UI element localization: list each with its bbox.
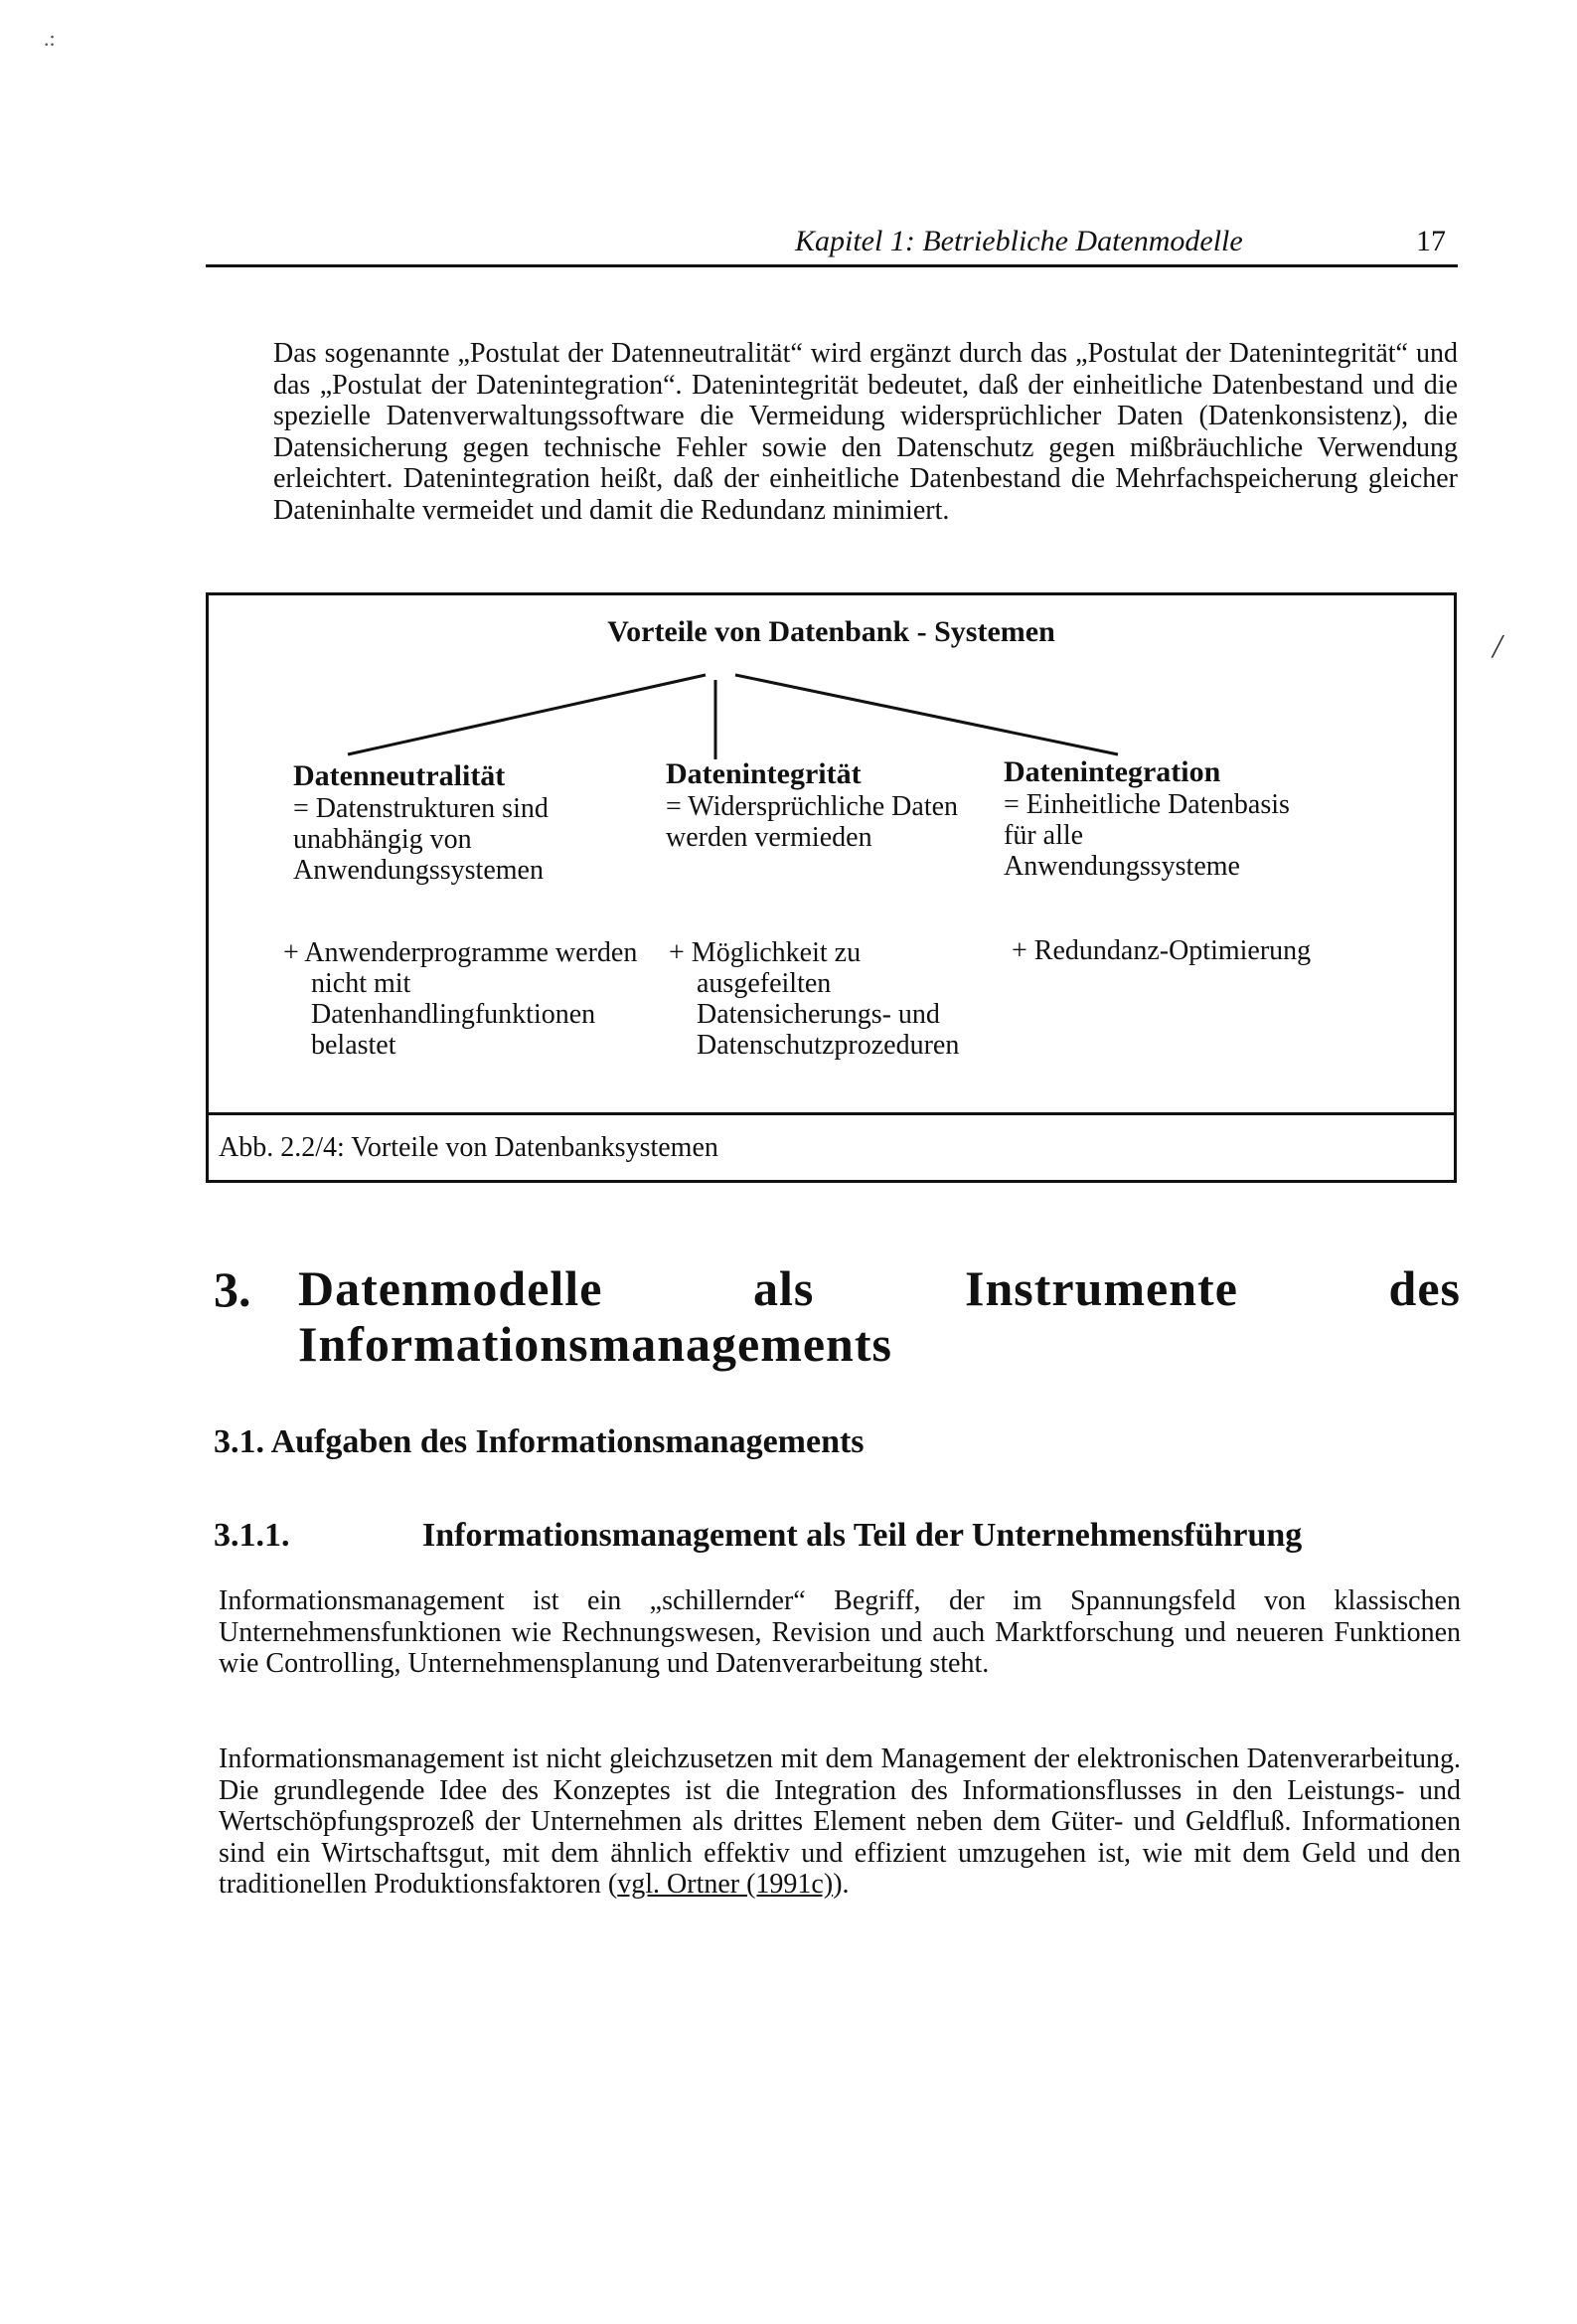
- header-rule: [206, 264, 1458, 267]
- page-number: 17: [1416, 225, 1446, 257]
- column-definition: = Datenstrukturen sind unabhängig von Anwendungssystemen: [293, 793, 549, 886]
- paragraph-im-concept: [219, 1743, 1461, 1901]
- section-title: Datenmodelle als Instrumente des Informationsmanagements: [298, 1260, 1461, 1372]
- subsection-heading: 3.1. Aufgaben des Informationsmanagements: [214, 1423, 865, 1460]
- column-title: Datenneutralität: [293, 759, 506, 792]
- subsubsection-title: Informationsmanagement als Teil der Unternehmensführung: [422, 1517, 1303, 1554]
- column-neutralitaet: [293, 760, 591, 886]
- citation-link[interactable]: vgl. Ortner (1991c): [617, 1869, 834, 1900]
- paragraph-postulates: Das sogenannte „Postulat der Datenneutralität“ wird ergänzt durch das „Postulat der Datenintegrität“ und das „Postulat der Datenintegration“. Datenintegrität bedeutet, daß der einheitliche Datenbestand und die spezielle Datenverwaltungssoftware die Vermeidung widersprüchlicher Daten (Datenkonsistenz), die Datensicherung gegen technische Fehler sowie den Datenschutz gegen mißbräuchliche Verwendung erleichtert. Datenintegration heißt, daß der einheitliche Datenbestand die Mehrfachspeicherung gleicher Dateninhalte vermeidet und damit die Redundanz minimiert.: [273, 338, 1458, 526]
- column-title: Datenintegration: [1004, 755, 1221, 788]
- advantage-integration: + Redundanz-Optimierung: [1012, 935, 1312, 966]
- column-integration: [1004, 756, 1322, 882]
- scan-corner-mark: .:: [44, 26, 56, 51]
- connector-right: [735, 675, 1118, 754]
- column-definition: = Widersprüchliche Daten werden vermieden: [666, 791, 959, 853]
- paragraph-text: Informationsmanagement ist nicht gleichzusetzen mit dem Management der elektronischen Datenverarbeitung. Die grundlegende Idee des Konzeptes ist die Integration des Informationsflusses in den Leistungs- und Wertschöpfungsprozeß der Unternehmen als drittes Element neben dem Güter- und Geldfluß. Informationen sind ein Wirtschaftsgut, mit dem ähnlich effektiv und effizient umzugehen ist, wie mit dem Geld und den traditionellen Produktionsfaktoren (: [219, 1743, 1461, 1900]
- running-header: Kapitel 1: Betriebliche Datenmodelle: [795, 225, 1243, 257]
- paragraph-im-definition: Informationsmanagement ist ein „schillernder“ Begriff, der im Spannungsfeld von klassischen Unternehmensfunktionen wie Rechnungswesen, Revision und auch Marktforschung und neueren Funktionen wie Controlling, Unternehmensplanung und Datenverarbeitung steht.: [219, 1585, 1461, 1679]
- section-number: 3.: [214, 1261, 251, 1317]
- column-integritaet: [666, 758, 964, 853]
- connector-left: [348, 675, 706, 754]
- column-title: Datenintegrität: [666, 757, 862, 790]
- advantage-neutralitaet: + Anwenderprogramme werden nicht mit Datenhandlingfunktionen belastet: [283, 937, 638, 1061]
- figure-advantages-dbs: [206, 592, 1457, 1183]
- column-definition: = Einheitliche Datenbasis für alle Anwendungssysteme: [1004, 789, 1290, 882]
- figure-title: Vorteile von Datenbank - Systemen: [607, 615, 1055, 648]
- subsubsection-number: 3.1.1.: [214, 1517, 290, 1554]
- margin-mark: /: [1493, 628, 1502, 665]
- figure-caption: Abb. 2.2/4: Vorteile von Datenbanksystemen: [219, 1132, 718, 1163]
- caption-rule: [209, 1112, 1454, 1115]
- paragraph-tail: ).: [833, 1869, 850, 1900]
- advantage-integritaet: + Möglichkeit zu ausgefeilten Datensicherungs- und Datenschutzprozeduren: [669, 937, 960, 1061]
